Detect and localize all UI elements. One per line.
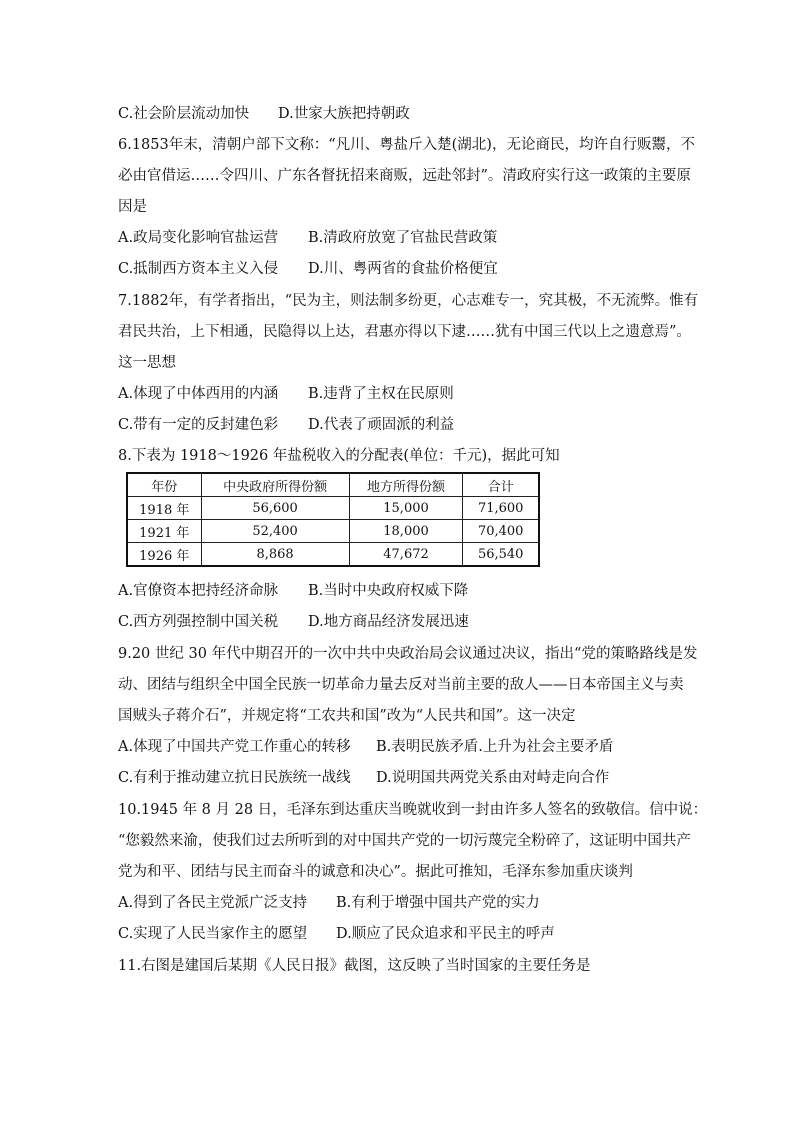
- table-cell: 1921 年: [127, 520, 201, 543]
- q10-options-cd: [118, 925, 555, 943]
- q6-stem-line-2: 必由官借运……令四川、广东各督抚招来商贩，远赴邻封”。清政府实行这一政策的主要原: [118, 168, 691, 184]
- q8-stem: 8.下表为 1918～1926 年盐税收入的分配表(单位：千元)，据此可知: [118, 448, 560, 464]
- q6-stem-line-3: 因是: [118, 199, 147, 215]
- q7-options-ab: [118, 385, 454, 403]
- table-row: [127, 497, 539, 520]
- q9-options-cd: [118, 769, 609, 787]
- q8-option-a: A.官僚资本把持经济命脉: [118, 583, 279, 599]
- table-cell: 18,000: [349, 520, 463, 543]
- q5-option-c: C.社会阶层流动加快: [118, 106, 250, 122]
- q6-option-b: B.清政府放宽了官盐民营政策: [308, 230, 498, 246]
- q5-options-cd: [118, 105, 410, 123]
- q7-option-a: A.体现了中体西用的内涵: [118, 386, 279, 402]
- q6-option-d: D.川、粤两省的食盐价格便宜: [308, 261, 498, 277]
- table-cell: 1918 年: [127, 497, 201, 520]
- q10-stem-line-1: 10.1945 年 8 月 28 日，毛泽东到达重庆当晚就收到一封由许多人签名的致敬信。信中说：: [118, 802, 708, 818]
- q9-options-ab: [118, 738, 613, 756]
- table-cell: 15,000: [349, 497, 463, 520]
- table-header: 合计: [463, 473, 539, 497]
- q8-option-b: B.当时中央政府权威下降: [308, 583, 469, 599]
- q9-stem-line-2: 动、团结与组织全中国全民族一切革命力量去反对当前主要的敌人——日本帝国主义与卖: [118, 677, 684, 693]
- q7-option-d: D.代表了顽固派的利益: [308, 417, 455, 433]
- q10-stem-line-3: 党为和平、团结与民主而奋斗的诚意和决心”。据此可推知，毛泽东参加重庆谈判: [118, 864, 633, 880]
- salt-tax-table: [126, 472, 540, 567]
- q6-options-cd: [118, 260, 498, 278]
- q8-options-ab: [118, 582, 468, 600]
- table-cell: 1926 年: [127, 543, 201, 567]
- q10-option-a: A.得到了各民主党派广泛支持: [118, 895, 308, 911]
- table-header: 中央政府所得份额: [201, 473, 349, 497]
- q7-stem-line-1: 7.1882年，有学者指出，“民为主，则法制多纷更，心志难专一，究其极，不无流弊。惟有: [118, 293, 699, 309]
- q10-option-d: D.顺应了民众追求和平民主的呼声: [336, 926, 555, 942]
- q7-option-b: B.违背了主权在民原则: [308, 386, 454, 402]
- q9-stem-line-3: 国贼头子蒋介石”，并规定将“工农共和国”改为“人民共和国”。这一决定: [118, 708, 576, 724]
- q11-stem: 11.右图是建国后某期《人民日报》截图，这反映了当时国家的主要任务是: [118, 958, 591, 974]
- q7-options-cd: [118, 416, 454, 434]
- q9-option-b: B.表明民族矛盾.上升为社会主要矛盾: [376, 739, 614, 755]
- table-cell: 71,600: [463, 497, 539, 520]
- q7-option-c: C.带有一定的反封建色彩: [118, 417, 279, 433]
- q7-stem-line-2: 君民共治，上下相通，民隐得以上达，君惠亦得以下逮……犹有中国三代以上之遗意焉”。: [118, 324, 691, 340]
- table-row: [127, 520, 539, 543]
- table-header: 年份: [127, 473, 201, 497]
- q8-options-cd: [118, 613, 469, 631]
- table-cell: 47,672: [349, 543, 463, 567]
- table-cell: 70,400: [463, 520, 539, 543]
- table-header-row: [127, 473, 539, 497]
- q8-option-c: C.西方列强控制中国关税: [118, 614, 279, 630]
- q10-stem-line-2: “您毅然来渝，使我们过去所听到的对中国共产党的一切污蔑完全粉碎了，这证明中国共产: [118, 833, 691, 849]
- q9-option-a: A.体现了中国共产党工作重心的转移: [118, 739, 351, 755]
- q6-options-ab: [118, 229, 497, 247]
- q10-options-ab: [118, 894, 540, 912]
- table-cell: 56,600: [201, 497, 349, 520]
- table-cell: 52,400: [201, 520, 349, 543]
- q6-option-c: C.抵制西方资本主义入侵: [118, 261, 279, 277]
- table-header: 地方所得份额: [349, 473, 463, 497]
- q10-option-c: C.实现了人民当家作主的愿望: [118, 926, 308, 942]
- table-cell: 8,868: [201, 543, 349, 567]
- q9-stem-line-1: 9.20 世纪 30 年代中期召开的一次中共中央政治局会议通过决议，指出“党的策略路线是发: [118, 646, 698, 662]
- q5-option-d: D.世家大族把持朝政: [278, 106, 410, 122]
- table-cell: 56,540: [463, 543, 539, 567]
- table-row: [127, 543, 539, 567]
- q7-stem-line-3: 这一思想: [118, 355, 176, 371]
- q8-option-d: D.地方商品经济发展迅速: [308, 614, 469, 630]
- q9-option-d: D.说明国共两党关系由对峙走向合作: [376, 770, 610, 786]
- q9-option-c: C.有利于推动建立抗日民族统一战线: [118, 770, 351, 786]
- q6-stem-line-1: 6.1853年末，清朝户部下文称：“凡川、粤盐斤入楚(湖北)，无论商民，均许自行贩鬻，不: [118, 137, 695, 153]
- q6-option-a: A.政局变化影响官盐运营: [118, 230, 279, 246]
- q10-option-b: B.有利于增强中国共产党的实力: [336, 895, 540, 911]
